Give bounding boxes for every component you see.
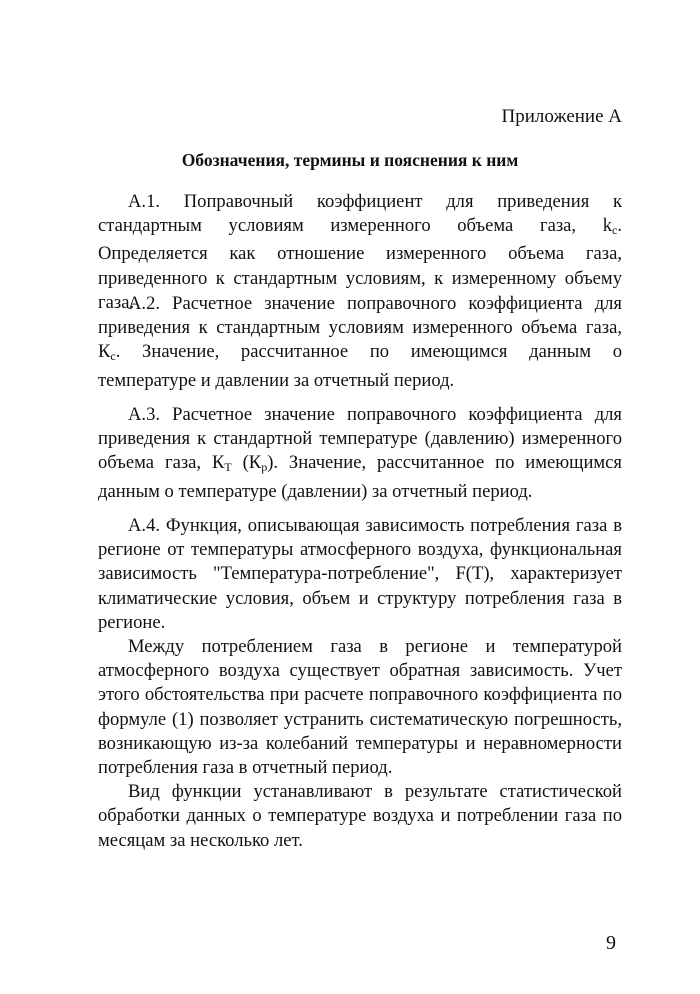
paragraph-a3-text: А.3. Расчетное значение поправочного коэффициента для приведения к стандартной температуре (давлению) измеренного объема газа, К <box>98 404 622 474</box>
appendix-label: Приложение А <box>501 106 622 127</box>
paragraph-a3-subscript-t: Т <box>224 460 232 475</box>
paragraph-a4: А.4. Функция, описывающая зависимость потребления газа в регионе от температуры атмосферного воздуха, функциональная зависимость "Температура-потребление", F(T), характеризует климатические условия, объем и структуру потребления газа в регионе. <box>98 515 622 633</box>
paragraph-relation: Между потреблением газа в регионе и температурой атмосферного воздуха существует обратная зависимость. Учет этого обстоятельства при расчете поправочного коэффициента по формуле (1) позволяет устранить систематическую погрешность, возникающую из-за колебаний температуры и неравномерности потребления газа в отчетный период. <box>98 636 622 779</box>
paragraph-a2-text-end: . Значение, рассчитанное по имеющимся данным о температуре и давлении за отчетный период. <box>98 341 622 391</box>
paragraph-a1-text-end: . Определяется как отношение измеренного объема газа, приведенного к стандартным условиям, к измеренному объему газа. <box>98 215 622 313</box>
paragraph-a2-block <box>98 292 622 393</box>
paragraph-a3 <box>98 403 622 504</box>
paragraph-a4-block <box>98 514 622 853</box>
paragraph-a3-text-mid: (К <box>231 452 262 474</box>
paragraph-a2 <box>98 292 622 393</box>
paragraph-a1-text: А.1. Поправочный коэффициент для приведения к стандартным условиям измеренного объема газа, k <box>98 191 622 237</box>
paragraph-function-type: Вид функции устанавливают в результате статистической обработки данных о температуре воздуха и потреблении газа по месяцам за несколько лет. <box>98 781 622 851</box>
paragraph-a3-subscript-p: р <box>261 460 268 475</box>
paragraph-a2-text: А.2. Расчетное значение поправочного коэффициента для приведения к стандартным условиям измеренного объема газа, К <box>98 293 622 363</box>
section-title: Обозначения, термины и пояснения к ним <box>181 150 519 170</box>
paragraph-a3-text-end: ). Значение, рассчитанное по имеющимся данным о температуре (давлении) за отчетный период. <box>98 452 622 502</box>
paragraph-a3-block <box>98 403 622 504</box>
paragraph-a2-subscript: с <box>110 349 116 364</box>
page-number: 9 <box>606 932 616 954</box>
paragraph-a1-subscript: с <box>612 223 618 238</box>
